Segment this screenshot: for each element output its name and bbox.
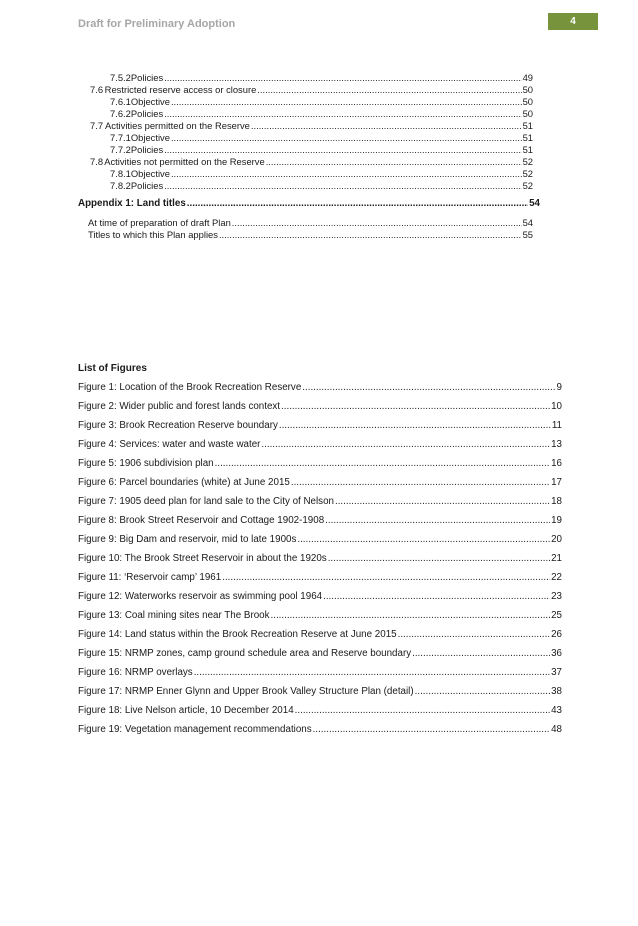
running-header: Draft for Preliminary Adoption xyxy=(78,18,236,30)
toc-entry-page: 54 xyxy=(529,198,540,209)
toc-entry-page: 54 xyxy=(522,217,533,228)
figure-entry[interactable] xyxy=(78,686,562,698)
page-number-badge: 4 xyxy=(548,13,598,30)
toc-entry-number: 7.5.2 xyxy=(110,72,131,83)
dot-leader xyxy=(302,382,555,394)
figure-entry[interactable] xyxy=(78,724,562,736)
dot-leader xyxy=(164,72,521,84)
figure-entry-title: Figure 9: Big Dam and reservoir, mid to late 1900s xyxy=(78,534,297,545)
figure-entry[interactable] xyxy=(78,705,562,717)
toc-entry[interactable] xyxy=(110,72,533,84)
dot-leader xyxy=(279,420,551,432)
dot-leader xyxy=(323,591,550,603)
toc-entry-number: 7.8.2 xyxy=(110,180,131,191)
toc-entry-page: 51 xyxy=(522,132,533,143)
dot-leader xyxy=(171,168,522,180)
dot-leader xyxy=(398,629,551,641)
figure-entry-page: 11 xyxy=(551,420,562,431)
figure-entry-page: 17 xyxy=(551,477,562,488)
toc-entry[interactable] xyxy=(110,132,533,144)
figure-entry-title: Figure 1: Location of the Brook Recreation Reserve xyxy=(78,382,302,393)
dot-leader xyxy=(232,217,522,229)
figure-entry-title: Figure 18: Live Nelson article, 10 December 2014 xyxy=(78,705,294,716)
figure-entry[interactable] xyxy=(78,420,562,432)
dot-leader xyxy=(171,96,522,108)
figure-entry-page: 10 xyxy=(551,401,562,412)
dot-leader xyxy=(297,534,550,546)
toc-entry-title: At time of preparation of draft Plan xyxy=(88,217,231,228)
toc-entry-page: 51 xyxy=(522,120,533,131)
toc-entry-page: 52 xyxy=(522,168,533,179)
figure-entry[interactable] xyxy=(78,477,562,489)
toc-appendix-heading[interactable] xyxy=(78,198,540,210)
figure-entry-page: 13 xyxy=(551,439,562,450)
dot-leader xyxy=(194,667,550,679)
figure-entry-title: Figure 19: Vegetation management recommendations xyxy=(78,724,312,735)
figure-entry-page: 25 xyxy=(551,610,562,621)
figure-entry-title: Figure 14: Land status within the Brook Recreation Reserve at June 2015 xyxy=(78,629,397,640)
dot-leader xyxy=(295,705,550,717)
toc-entry-title: Objective xyxy=(130,132,170,143)
figure-entry-title: Figure 5: 1906 subdivision plan xyxy=(78,458,214,469)
list-of-figures-heading: List of Figures xyxy=(78,363,147,374)
dot-leader xyxy=(251,120,522,132)
figure-entry[interactable] xyxy=(78,515,562,527)
figure-entry-title: Figure 3: Brook Recreation Reserve boundary xyxy=(78,420,278,431)
toc-entry[interactable] xyxy=(88,229,533,241)
dot-leader xyxy=(187,198,528,210)
toc-entry-page: 52 xyxy=(522,180,533,191)
toc-entry-page: 50 xyxy=(522,84,533,95)
toc-entry-page: 50 xyxy=(522,108,533,119)
figure-entry[interactable] xyxy=(78,496,562,508)
figure-entry[interactable] xyxy=(78,610,562,622)
figure-entry-page: 26 xyxy=(551,629,562,640)
toc-entry-page: 55 xyxy=(522,229,533,240)
dot-leader xyxy=(215,458,550,470)
dot-leader xyxy=(335,496,550,508)
figure-entry-page: 9 xyxy=(556,382,562,393)
figure-entry[interactable] xyxy=(78,648,562,660)
toc-entry-title: Activities permitted on the Reserve xyxy=(105,120,250,131)
toc-entry-number: 7.6.2 xyxy=(110,108,131,119)
toc-entry-page: 50 xyxy=(522,96,533,107)
figure-entry-title: Figure 16: NRMP overlays xyxy=(78,667,193,678)
figure-entry-title: Figure 7: 1905 deed plan for land sale to the City of Nelson xyxy=(78,496,334,507)
figure-entry-page: 36 xyxy=(551,648,562,659)
toc-entry-title: Restricted reserve access or closure xyxy=(104,84,257,95)
toc-entry-page: 52 xyxy=(522,156,533,167)
toc-entry-title: Titles to which this Plan applies xyxy=(88,229,218,240)
toc-entry-title: Objective xyxy=(130,168,170,179)
toc-entry-number: 7.7.1 xyxy=(110,132,131,143)
toc-entry-title: Objective xyxy=(130,96,170,107)
dot-leader xyxy=(328,553,550,565)
toc-entry-number: 7.8.1 xyxy=(110,168,131,179)
dot-leader xyxy=(325,515,550,527)
figure-entry-title: Figure 17: NRMP Enner Glynn and Upper Brook Valley Structure Plan (detail) xyxy=(78,686,414,697)
figure-entry-title: Figure 13: Coal mining sites near The Brook xyxy=(78,610,270,621)
toc-entry-number: 7.6.1 xyxy=(110,96,131,107)
dot-leader xyxy=(171,132,522,144)
dot-leader xyxy=(257,84,521,96)
figure-entry-page: 48 xyxy=(551,724,562,735)
figure-entry[interactable] xyxy=(78,667,562,679)
figure-entry[interactable] xyxy=(78,382,562,394)
dot-leader xyxy=(415,686,550,698)
toc-entry-page: 51 xyxy=(522,144,533,155)
figure-entry-title: Figure 12: Waterworks reservoir as swimming pool 1964 xyxy=(78,591,323,602)
toc-entry[interactable] xyxy=(110,168,533,180)
figure-entry-title: Figure 15: NRMP zones, camp ground schedule area and Reserve boundary xyxy=(78,648,412,659)
figure-entry-title: Figure 4: Services: water and waste water xyxy=(78,439,261,450)
toc-entry-title: Policies xyxy=(130,108,164,119)
toc-entry[interactable] xyxy=(110,96,533,108)
dot-leader xyxy=(271,610,551,622)
toc-entry[interactable] xyxy=(88,217,533,229)
toc-entry[interactable] xyxy=(110,180,533,192)
figure-entry-title: Figure 11: ‘Reservoir camp’ 1961 xyxy=(78,572,222,583)
dot-leader xyxy=(222,572,550,584)
figure-entry[interactable] xyxy=(78,591,562,603)
dot-leader xyxy=(219,229,522,241)
figure-entry[interactable] xyxy=(78,629,562,641)
figure-entry[interactable] xyxy=(78,401,562,413)
figure-entry[interactable] xyxy=(78,439,562,451)
figure-entry-page: 37 xyxy=(551,667,562,678)
dot-leader xyxy=(266,156,522,168)
figure-entry-page: 19 xyxy=(551,515,562,526)
dot-leader xyxy=(412,648,550,660)
dot-leader xyxy=(164,180,521,192)
dot-leader xyxy=(313,724,550,736)
toc-entry-title: Appendix 1: Land titles xyxy=(78,198,186,209)
toc-entry[interactable] xyxy=(110,108,533,120)
figure-entry-title: Figure 8: Brook Street Reservoir and Cottage 1902-1908 xyxy=(78,515,325,526)
figure-entry-title: Figure 6: Parcel boundaries (white) at June 2015 xyxy=(78,477,290,488)
figure-entry-page: 22 xyxy=(551,572,562,583)
toc-entry-number: 7.8 xyxy=(90,156,104,167)
figure-entry-title: Figure 2: Wider public and forest lands context xyxy=(78,401,281,412)
toc-entry[interactable] xyxy=(90,84,533,96)
figure-entry-page: 23 xyxy=(551,591,562,602)
figure-entry-page: 20 xyxy=(551,534,562,545)
figure-entry[interactable] xyxy=(78,572,562,584)
toc-entry-number: 7.7.2 xyxy=(110,144,131,155)
toc-entry[interactable] xyxy=(110,144,533,156)
figure-entry[interactable] xyxy=(78,458,562,470)
toc-entry-title: Policies xyxy=(130,144,164,155)
dot-leader xyxy=(261,439,550,451)
figure-entry-title: Figure 10: The Brook Street Reservoir in about the 1920s xyxy=(78,553,327,564)
figure-entry[interactable] xyxy=(78,553,562,565)
figure-entry-page: 43 xyxy=(551,705,562,716)
toc-entry-title: Policies xyxy=(130,180,164,191)
toc-entry[interactable] xyxy=(90,156,533,168)
dot-leader xyxy=(164,108,521,120)
toc-entry-page: 49 xyxy=(522,72,533,83)
figure-entry-page: 38 xyxy=(551,686,562,697)
toc-entry-number: 7.6 xyxy=(90,84,104,95)
dot-leader xyxy=(291,477,550,489)
toc-entry-number: 7.7 xyxy=(90,120,104,131)
figure-entry[interactable] xyxy=(78,534,562,546)
dot-leader xyxy=(164,144,521,156)
figure-entry-page: 18 xyxy=(551,496,562,507)
dot-leader xyxy=(281,401,550,413)
figure-entry-page: 16 xyxy=(551,458,562,469)
figure-entry-page: 21 xyxy=(551,553,562,564)
toc-entry-title: Policies xyxy=(130,72,164,83)
toc-entry[interactable] xyxy=(90,120,533,132)
toc-entry-title: Activities not permitted on the Reserve xyxy=(104,156,265,167)
